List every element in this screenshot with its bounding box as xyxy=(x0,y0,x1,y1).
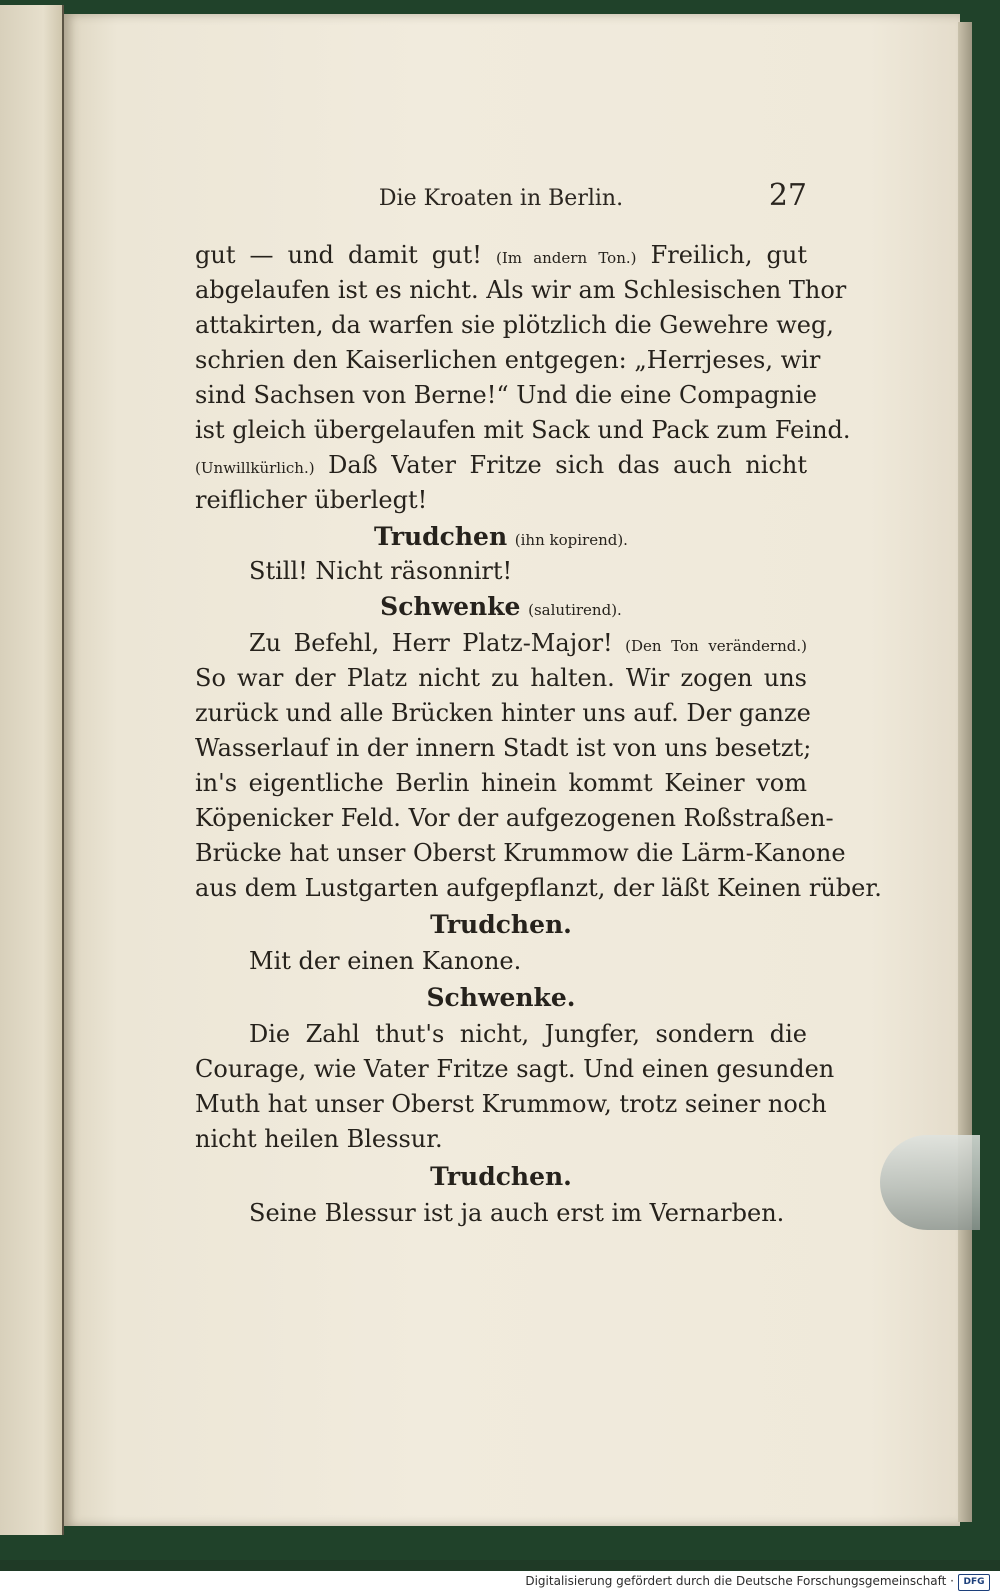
text-line: Die Zahl thut's nicht, Jungfer, sondern die xyxy=(249,1020,807,1048)
text-line: reiflicher überlegt! xyxy=(195,486,428,514)
text-line: Köpenicker Feld. Vor der aufgezogenen Roßstraßen- xyxy=(195,804,834,832)
text-line: abgelaufen ist es nicht. Als wir am Schlesischen Thor xyxy=(195,276,847,304)
text-line: (Unwillkürlich.) Daß Vater Fritze sich das auch nicht xyxy=(195,451,807,479)
dfg-logo: DFG xyxy=(958,1574,990,1591)
running-head xyxy=(195,178,807,218)
text-line: nicht heilen Blessur. xyxy=(195,1125,443,1153)
text-line: attakirten, da warfen sie plötzlich die Gewehre weg, xyxy=(195,311,834,339)
text-line: ist gleich übergelaufen mit Sack und Pack zum Feind. xyxy=(195,416,851,444)
digitization-footer xyxy=(0,1571,1000,1593)
facing-page-edge xyxy=(0,5,64,1535)
text-line: in's eigentliche Berlin hinein kommt Keiner vom xyxy=(195,769,807,797)
stage-direction: (Den Ton verändernd.) xyxy=(625,637,807,655)
text-line: gut — und damit gut! (Im andern Ton.) Freilich, gut xyxy=(195,241,807,269)
text-line: sind Sachsen von Berne!“ Und die eine Compagnie xyxy=(195,381,817,409)
stage-direction: (Im andern Ton.) xyxy=(495,249,637,267)
speaker-heading xyxy=(195,520,807,554)
text-line: Zu Befehl, Herr Platz-Major! (Den Ton verändernd.) xyxy=(249,629,807,657)
stage-direction: (salutirend). xyxy=(528,601,622,619)
text-line: So war der Platz nicht zu halten. Wir zogen uns xyxy=(195,664,807,692)
stage-direction: (Unwillkürlich.) xyxy=(195,459,315,477)
text-line: Mit der einen Kanone. xyxy=(249,947,522,975)
text-line: Seine Blessur ist ja auch erst im Vernarben. xyxy=(249,1199,785,1227)
speaker-heading xyxy=(195,590,807,624)
text-line: Still! Nicht räsonnirt! xyxy=(249,557,513,585)
page-clip xyxy=(880,1135,980,1230)
speaker-heading: Schwenke. xyxy=(426,983,576,1012)
running-title: Die Kroaten in Berlin. xyxy=(378,186,624,211)
page-stack-edge xyxy=(958,22,972,1522)
stage-direction: (ihn kopirend). xyxy=(514,531,628,549)
funding-credit: Digitalisierung gefördert durch die Deutsche Forschungsgemeinschaft · xyxy=(525,1574,954,1588)
text-line: Wasserlauf in der innern Stadt ist von uns besetzt; xyxy=(195,734,812,762)
page-number: 27 xyxy=(768,178,807,213)
text-line: schrien den Kaiserlichen entgegen: „Herrjeses, wir xyxy=(195,346,821,374)
text-line: Brücke hat unser Oberst Krummow die Lärm-Kanone xyxy=(195,839,846,867)
speaker-name: Schwenke xyxy=(380,592,521,621)
text-line: Muth hat unser Oberst Krummow, trotz seiner noch xyxy=(195,1090,827,1118)
text-line: aus dem Lustgarten aufgepflanzt, der läßt Keinen rüber. xyxy=(195,874,882,902)
speaker-heading: Trudchen. xyxy=(430,910,572,939)
speaker-heading: Trudchen. xyxy=(430,1162,572,1191)
speaker-name: Trudchen xyxy=(374,522,508,551)
text-line: zurück und alle Brücken hinter uns auf. Der ganze xyxy=(195,699,811,727)
text-line: Courage, wie Vater Fritze sagt. Und einen gesunden xyxy=(195,1055,835,1083)
